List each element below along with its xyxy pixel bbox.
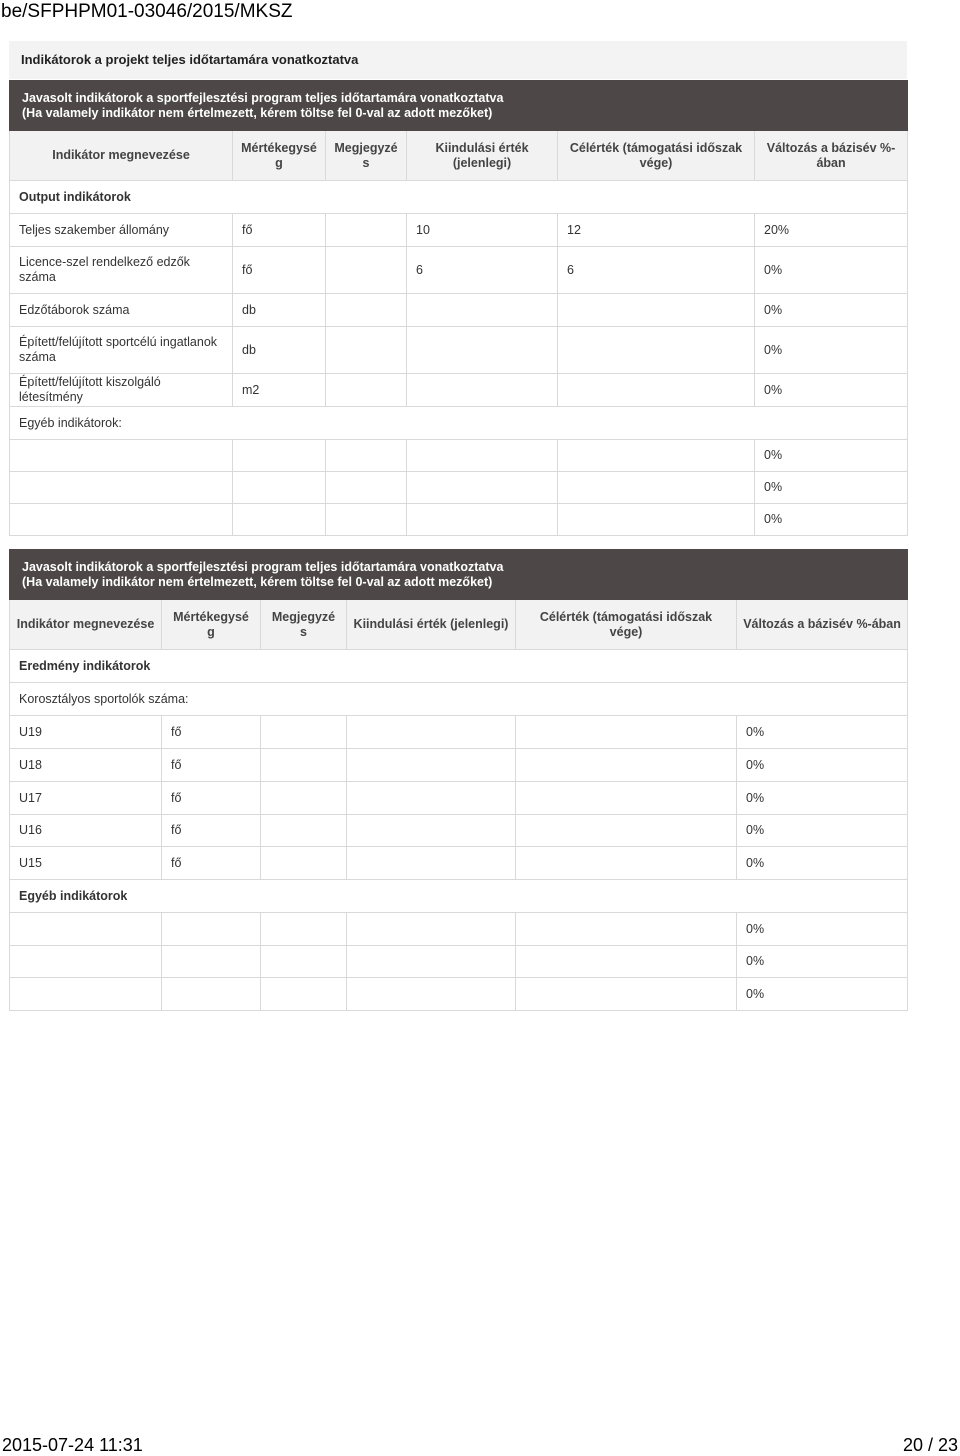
indicator-unit: fő	[162, 847, 261, 880]
table-row	[10, 978, 908, 1011]
indicator-note-input[interactable]	[326, 472, 407, 504]
indicator-unit: m2	[233, 374, 326, 407]
indicator-unit-input[interactable]	[162, 946, 261, 978]
indicator-change: 0%	[755, 472, 908, 504]
result-indicators-table	[9, 549, 907, 1011]
indicator-target-input[interactable]	[516, 782, 737, 815]
section-title: Indikátorok a projekt teljes időtartamára vonatkoztatva	[9, 41, 907, 79]
indicator-change: 0%	[755, 247, 908, 294]
col-header-base: Kiindulási érték (jelenlegi)	[347, 600, 516, 650]
indicator-note[interactable]	[326, 294, 407, 327]
indicator-name-input[interactable]	[10, 472, 233, 504]
indicator-name: Teljes szakember állomány	[10, 214, 233, 247]
col-header-indicator: Indikátor megnevezése	[10, 600, 162, 650]
indicator-target-input[interactable]	[558, 440, 755, 472]
col-header-indicator: Indikátor megnevezése	[10, 131, 233, 181]
table-row	[10, 374, 908, 407]
indicator-target-input[interactable]	[516, 815, 737, 847]
table-row	[10, 946, 908, 978]
other-indicators-row	[10, 880, 908, 913]
table-row	[10, 716, 908, 749]
indicator-target-input[interactable]	[516, 749, 737, 782]
indicator-name: U15	[10, 847, 162, 880]
col-header-unit: Mértékegysé g	[233, 131, 326, 181]
indicator-target-input[interactable]	[558, 472, 755, 504]
indicator-base-input[interactable]	[407, 472, 558, 504]
indicator-base-input[interactable]	[347, 847, 516, 880]
indicator-note-input[interactable]	[261, 946, 347, 978]
table-title	[10, 81, 908, 131]
indicator-unit-input[interactable]	[233, 440, 326, 472]
indicator-change: 0%	[737, 978, 908, 1011]
group-row	[10, 181, 908, 214]
group-label: Eredmény indikátorok	[10, 650, 908, 683]
col-header-base: Kiindulási érték (jelenlegi)	[407, 131, 558, 181]
col-header-unit: Mértékegysé g	[162, 600, 261, 650]
indicator-note[interactable]	[326, 374, 407, 407]
group-label: Output indikátorok	[10, 181, 908, 214]
indicator-target-input[interactable]	[516, 913, 737, 946]
indicator-target-input[interactable]	[516, 847, 737, 880]
indicator-name-input[interactable]	[10, 946, 162, 978]
col-header-target: Célérték (támogatási időszak vége)	[558, 131, 755, 181]
indicator-name: Edzőtáborok száma	[10, 294, 233, 327]
indicator-change: 0%	[737, 749, 908, 782]
table-row	[10, 782, 908, 815]
indicator-note[interactable]	[326, 327, 407, 374]
indicator-note-input[interactable]	[261, 716, 347, 749]
indicator-unit: fő	[162, 749, 261, 782]
document-id-header: be/SFPHPM01-03046/2015/MKSZ	[1, 1, 293, 22]
indicator-change: 0%	[755, 327, 908, 374]
indicator-unit-input[interactable]	[233, 504, 326, 536]
indicator-change: 0%	[737, 847, 908, 880]
indicator-note-input[interactable]	[261, 978, 347, 1011]
indicator-note-input[interactable]	[261, 847, 347, 880]
indicator-name: U19	[10, 716, 162, 749]
indicator-target[interactable]	[558, 327, 755, 374]
footer-page-number: 20 / 23	[902, 1435, 958, 1455]
other-indicators-row	[10, 407, 908, 440]
table-row	[10, 440, 908, 472]
indicator-name-input[interactable]	[10, 913, 162, 946]
indicator-name: U18	[10, 749, 162, 782]
indicator-note[interactable]	[326, 214, 407, 247]
indicator-base[interactable]	[407, 374, 558, 407]
column-header-row	[10, 600, 908, 650]
indicator-base[interactable]: 6	[407, 247, 558, 294]
table-title-line1: Javasolt indikátorok a sportfejlesztési program teljes időtartamára vonatkoztatva	[22, 559, 504, 574]
indicator-target[interactable]: 12	[558, 214, 755, 247]
table-row	[10, 294, 908, 327]
indicator-change: 0%	[737, 782, 908, 815]
indicator-target[interactable]: 6	[558, 247, 755, 294]
col-header-note: Megjegyzé s	[261, 600, 347, 650]
col-header-change: Változás a bázisév %-ában	[737, 600, 908, 650]
indicator-target-input[interactable]	[516, 716, 737, 749]
output-indicators-table	[9, 80, 907, 536]
indicator-name: U16	[10, 815, 162, 847]
sub-group-row	[10, 683, 908, 716]
indicator-base[interactable]	[407, 327, 558, 374]
table-title	[10, 550, 908, 600]
indicator-base-input[interactable]	[407, 504, 558, 536]
col-header-change: Változás a bázisév %-ában	[755, 131, 908, 181]
indicator-note[interactable]	[326, 247, 407, 294]
other-indicators-label: Egyéb indikátorok:	[10, 407, 908, 440]
indicator-name: Épített/felújított sportcélú ingatlanok száma	[10, 327, 233, 374]
table-title-row	[10, 81, 908, 131]
indicator-base-input[interactable]	[347, 978, 516, 1011]
indicator-note-input[interactable]	[326, 440, 407, 472]
table-row	[10, 247, 908, 294]
table-row	[10, 472, 908, 504]
col-header-target: Célérték (támogatási időszak vége)	[516, 600, 737, 650]
indicator-unit: fő	[233, 214, 326, 247]
indicator-base[interactable]	[407, 294, 558, 327]
indicator-name-input[interactable]	[10, 440, 233, 472]
indicator-base-input[interactable]	[347, 782, 516, 815]
footer-datetime: 2015-07-24 11:31	[2, 1435, 143, 1455]
indicator-unit: fő	[233, 247, 326, 294]
indicator-change: 0%	[737, 716, 908, 749]
indicator-target-input[interactable]	[516, 978, 737, 1011]
indicator-base-input[interactable]	[347, 815, 516, 847]
indicator-note-input[interactable]	[261, 815, 347, 847]
indicator-target-input[interactable]	[558, 504, 755, 536]
indicator-base-input[interactable]	[347, 749, 516, 782]
indicator-name-input[interactable]	[10, 978, 162, 1011]
table-row	[10, 847, 908, 880]
indicator-unit-input[interactable]	[162, 978, 261, 1011]
indicator-change: 0%	[755, 374, 908, 407]
indicator-change: 0%	[737, 946, 908, 978]
table-row	[10, 327, 908, 374]
indicator-note-input[interactable]	[261, 913, 347, 946]
table-title-line1: Javasolt indikátorok a sportfejlesztési program teljes időtartamára vonatkoztatva	[22, 90, 504, 105]
indicator-base-input[interactable]	[347, 913, 516, 946]
indicator-note-input[interactable]	[326, 504, 407, 536]
indicator-note-input[interactable]	[261, 749, 347, 782]
indicator-unit: fő	[162, 815, 261, 847]
indicator-name-input[interactable]	[10, 504, 233, 536]
indicator-change: 0%	[737, 815, 908, 847]
table-row	[10, 504, 908, 536]
table-row	[10, 214, 908, 247]
table-row	[10, 913, 908, 946]
indicator-target[interactable]	[558, 374, 755, 407]
indicator-unit: db	[233, 327, 326, 374]
indicator-name: U17	[10, 782, 162, 815]
indicator-target[interactable]	[558, 294, 755, 327]
other-indicators-label: Egyéb indikátorok	[10, 880, 908, 913]
indicator-name: Épített/felújított kiszolgáló létesítmény	[10, 374, 233, 407]
indicator-base-input[interactable]	[347, 946, 516, 978]
col-header-note: Megjegyzé s	[326, 131, 407, 181]
table-title-row	[10, 550, 908, 600]
indicator-change: 0%	[737, 913, 908, 946]
indicator-unit-input[interactable]	[233, 472, 326, 504]
indicator-base-input[interactable]	[407, 440, 558, 472]
indicator-unit: fő	[162, 782, 261, 815]
indicator-note-input[interactable]	[261, 782, 347, 815]
indicator-unit-input[interactable]	[162, 913, 261, 946]
indicator-base[interactable]: 10	[407, 214, 558, 247]
indicator-target-input[interactable]	[516, 946, 737, 978]
indicator-name: Licence-szel rendelkező edzők száma	[10, 247, 233, 294]
indicator-change: 0%	[755, 440, 908, 472]
table-row	[10, 815, 908, 847]
table-title-line2: (Ha valamely indikátor nem értelmezett, kérem töltse fel 0-val az adott mezőket)	[22, 574, 493, 589]
indicator-unit: fő	[162, 716, 261, 749]
sub-group-label: Korosztályos sportolók száma:	[10, 683, 908, 716]
indicator-change: 0%	[755, 504, 908, 536]
table-row	[10, 749, 908, 782]
table-title-line2: (Ha valamely indikátor nem értelmezett, kérem töltse fel 0-val az adott mezőket)	[22, 105, 493, 120]
indicator-base-input[interactable]	[347, 716, 516, 749]
column-header-row	[10, 131, 908, 181]
indicator-unit: db	[233, 294, 326, 327]
indicator-change: 20%	[755, 214, 908, 247]
indicator-change: 0%	[755, 294, 908, 327]
group-row	[10, 650, 908, 683]
